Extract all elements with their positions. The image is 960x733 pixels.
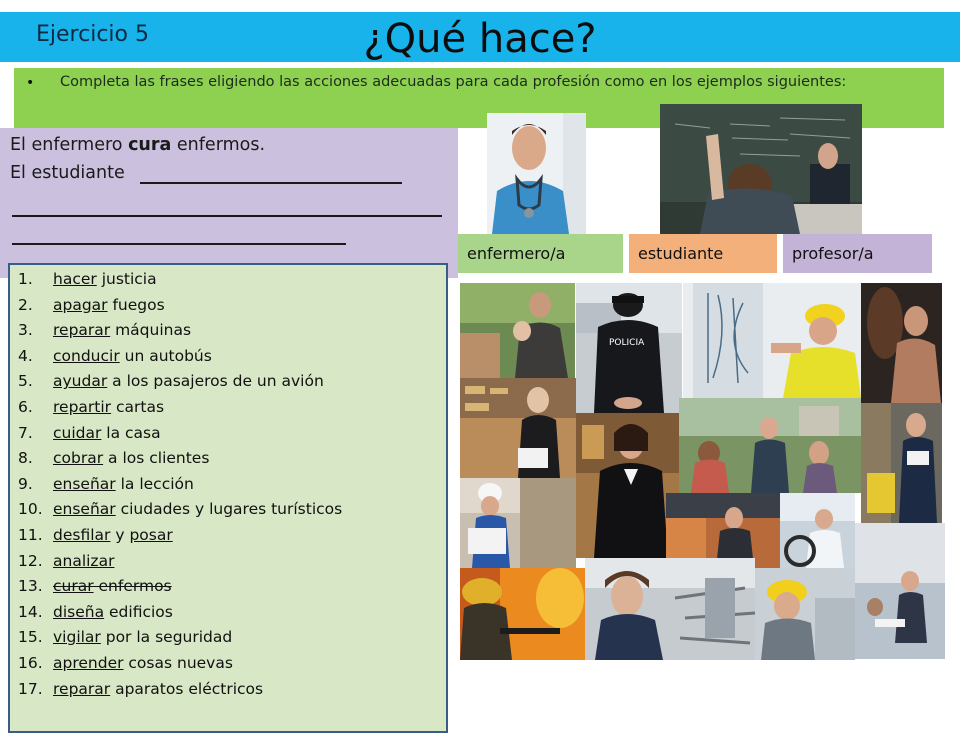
action-rest: cosas nuevas bbox=[123, 653, 233, 672]
example-2-prefix: El estudiante bbox=[10, 163, 125, 183]
action-verb: apagar bbox=[53, 295, 108, 314]
action-number: 11. bbox=[18, 525, 43, 544]
electrician-photo bbox=[683, 283, 861, 398]
action-item bbox=[18, 651, 342, 677]
action-number: 5. bbox=[18, 372, 33, 391]
shop-photo bbox=[460, 378, 576, 478]
firefighter-photo bbox=[460, 568, 585, 660]
action-verb: enseñar bbox=[53, 474, 116, 493]
action-number: 2. bbox=[18, 295, 33, 314]
action-rest: y bbox=[110, 525, 130, 544]
action-item bbox=[18, 472, 342, 498]
action-rest: fuegos bbox=[107, 295, 165, 314]
action-verb: analizar bbox=[53, 551, 115, 570]
action-verb: conducir bbox=[53, 346, 120, 365]
action-rest: edificios bbox=[104, 602, 173, 621]
answer-blank-2[interactable] bbox=[12, 215, 442, 217]
action-rest: un autobús bbox=[119, 346, 212, 365]
action-rest: máquinas bbox=[110, 321, 192, 340]
action-number: 10. bbox=[18, 500, 43, 519]
action-verb: aprender bbox=[53, 653, 124, 672]
example-sentence-1 bbox=[10, 135, 265, 155]
exercise-label: Ejercicio 5 bbox=[36, 22, 149, 47]
action-item bbox=[18, 574, 342, 600]
bullet-icon: • bbox=[26, 75, 35, 91]
action-number: 16. bbox=[18, 653, 43, 672]
action-rest: cartas bbox=[111, 397, 165, 416]
nurse-photo bbox=[487, 113, 586, 234]
bus-driver-photo bbox=[666, 493, 780, 568]
action-number: 9. bbox=[18, 474, 33, 493]
bus-photo bbox=[780, 493, 855, 568]
action-verb: cobrar bbox=[53, 449, 104, 468]
action-item bbox=[18, 677, 342, 703]
action-verb: curar bbox=[53, 577, 94, 596]
judge-photo bbox=[576, 413, 679, 558]
action-item bbox=[18, 523, 342, 549]
actions-list bbox=[18, 267, 342, 702]
action-number: 12. bbox=[18, 551, 43, 570]
action-rest: a los clientes bbox=[103, 449, 210, 468]
action-verb: enseñar bbox=[53, 500, 116, 519]
action-number: 1. bbox=[18, 270, 33, 288]
action-item bbox=[18, 549, 342, 575]
action-item bbox=[18, 625, 342, 651]
action-item bbox=[18, 497, 342, 523]
tag-estudiante[interactable]: estudiante bbox=[629, 234, 777, 273]
action-number: 6. bbox=[18, 397, 33, 416]
action-item bbox=[18, 421, 342, 447]
action-verb: reparar bbox=[53, 321, 111, 340]
action-rest: enfermos bbox=[93, 577, 172, 596]
action-verb: vigilar bbox=[53, 628, 101, 647]
action-number: 3. bbox=[18, 321, 33, 340]
flight-attendant-photo bbox=[855, 523, 945, 659]
action-verb: desfilar bbox=[53, 525, 111, 544]
action-rest: la casa bbox=[101, 423, 161, 442]
example-sentence-2 bbox=[10, 163, 125, 183]
engineer-photo bbox=[755, 568, 855, 660]
action-rest: aparatos eléctricos bbox=[110, 679, 264, 698]
action-item bbox=[18, 446, 342, 472]
action-number: 4. bbox=[18, 346, 33, 365]
page-title: ¿Qué hace? bbox=[363, 16, 597, 62]
action-verb: posar bbox=[129, 525, 173, 544]
action-item bbox=[18, 318, 342, 344]
answer-blank-1[interactable] bbox=[140, 182, 402, 184]
police-photo bbox=[576, 283, 682, 413]
action-number: 17. bbox=[18, 679, 43, 698]
action-verb: diseña bbox=[53, 602, 105, 621]
action-verb: repartir bbox=[53, 397, 112, 416]
action-rest: la lección bbox=[115, 474, 194, 493]
caregiver-photo bbox=[460, 283, 575, 378]
police-badge-text: POLICIA bbox=[609, 338, 645, 348]
action-number: 14. bbox=[18, 602, 43, 621]
example-1-suffix: enfermos. bbox=[171, 135, 266, 155]
tag-enfermero[interactable]: enfermero/a bbox=[458, 234, 623, 273]
mail-carrier-photo bbox=[861, 403, 942, 523]
action-item bbox=[18, 600, 342, 626]
tour-guide-photo bbox=[679, 398, 861, 493]
instructions-text: Completa las frases eligiendo las acciones adecuadas para cada profesión como en los ejemplos siguientes: bbox=[60, 74, 847, 90]
example-1-prefix: El enfermero bbox=[10, 135, 129, 155]
action-verb: ayudar bbox=[53, 372, 108, 391]
action-item bbox=[18, 267, 342, 293]
action-rest: ciudades y lugares turísticos bbox=[115, 500, 343, 519]
action-item bbox=[18, 369, 342, 395]
action-number: 8. bbox=[18, 449, 33, 468]
action-number: 7. bbox=[18, 423, 33, 442]
tag-profesor[interactable]: profesor/a bbox=[783, 234, 932, 273]
action-item bbox=[18, 293, 342, 319]
architect-photo bbox=[460, 478, 576, 568]
model-photo bbox=[861, 283, 942, 403]
mechanic-photo bbox=[585, 558, 755, 660]
action-item bbox=[18, 344, 342, 370]
classroom-photo bbox=[660, 104, 862, 234]
action-verb: cuidar bbox=[53, 423, 102, 442]
action-number: 15. bbox=[18, 628, 43, 647]
action-verb: reparar bbox=[53, 679, 111, 698]
action-rest: justicia bbox=[96, 270, 157, 288]
action-rest: por la seguridad bbox=[100, 628, 233, 647]
action-number: 13. bbox=[18, 577, 43, 596]
example-1-verb: cura bbox=[128, 135, 172, 155]
action-rest: a los pasajeros de un avión bbox=[107, 372, 324, 391]
answer-blank-3[interactable] bbox=[12, 243, 346, 245]
action-verb: hacer bbox=[53, 270, 97, 288]
action-item bbox=[18, 395, 342, 421]
